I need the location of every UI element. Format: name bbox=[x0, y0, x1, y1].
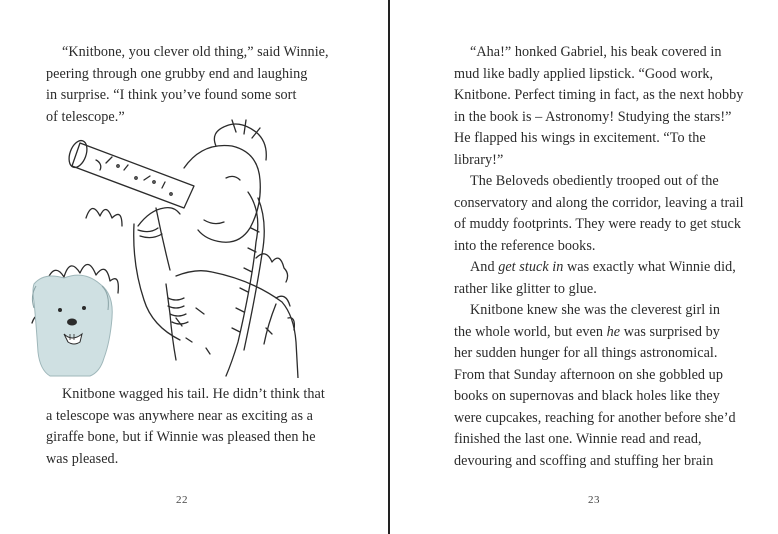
right-page bbox=[390, 0, 778, 534]
para4-line2-start: the whole world, but even bbox=[454, 324, 607, 340]
right-para1-line4: in the book is – Astronomy! Studying the stars!” bbox=[454, 109, 732, 125]
right-para4-line4: From that Sunday afternoon on she gobbled up bbox=[454, 367, 723, 383]
left-para1-line2: peering through one grubby end and laughing bbox=[46, 66, 308, 82]
left-para1-line4: of telescope.” bbox=[46, 109, 125, 125]
para3-italic: get stuck in bbox=[498, 259, 564, 275]
right-para2-line3: of muddy footprints. They were ready to get stuck bbox=[454, 216, 742, 232]
right-para2-line4: into the reference books. bbox=[454, 238, 596, 254]
page-number-right: 23 bbox=[588, 494, 600, 506]
left-para1-line3: in surprise. “I think you’ve found some sort bbox=[46, 87, 297, 103]
right-para1-line5: He flapped his wings in excitement. “To the bbox=[454, 130, 706, 146]
left-para2-line4: was pleased. bbox=[46, 451, 119, 467]
left-para1-line1: “Knitbone, you clever old thing,” said Winnie, bbox=[62, 44, 329, 60]
para3-rest: was exactly what Winnie did, bbox=[563, 259, 736, 275]
right-para1-line3: Knitbone. Perfect timing in fact, as the next hobby bbox=[454, 87, 744, 103]
right-para4-line5: books on supernovas and black holes like they bbox=[454, 388, 720, 404]
right-para4-line6: were cupcakes, reaching for another before she’d bbox=[454, 410, 736, 426]
knitbone-dog bbox=[32, 275, 112, 376]
right-para4-line2 bbox=[454, 322, 720, 344]
page-number-left: 22 bbox=[176, 494, 188, 506]
right-para2-line1: The Beloveds obediently trooped out of the bbox=[470, 173, 719, 189]
right-para3-line1 bbox=[470, 257, 736, 279]
right-para4-line8: devouring and scoffing and stuffing her brain bbox=[454, 453, 714, 469]
right-para1-line1: “Aha!” honked Gabriel, his beak covered in bbox=[470, 44, 722, 60]
para3-lead: And bbox=[470, 259, 499, 275]
left-para2-line2: a telescope was anywhere near as exciting as a bbox=[46, 408, 314, 424]
para4-line2-italic: he bbox=[606, 324, 621, 340]
right-para1-line6: library!” bbox=[454, 152, 504, 168]
right-para4-line1: Knitbone knew she was the cleverest girl in bbox=[470, 302, 720, 318]
illustration-svg bbox=[26, 108, 326, 378]
para4-line2-rest: was surprised by bbox=[620, 324, 720, 340]
right-para4-line7: finished the last one. Winnie read and read, bbox=[454, 431, 702, 447]
right-para1-line2: mud like badly applied lipstick. “Good work, bbox=[454, 66, 714, 82]
right-para2-line2: conservatory and along the corridor, leaving a trail bbox=[454, 195, 744, 211]
winnie-telescope-illustration bbox=[26, 108, 326, 378]
right-para3-line2: rather like glitter to glue. bbox=[454, 281, 597, 297]
left-para2-line3: giraffe bone, but if Winnie was pleased then he bbox=[46, 429, 316, 445]
right-para4-line3: her sudden hunger for all things astronomical. bbox=[454, 345, 718, 361]
left-para2-line1: Knitbone wagged his tail. He didn’t think that bbox=[62, 386, 325, 402]
